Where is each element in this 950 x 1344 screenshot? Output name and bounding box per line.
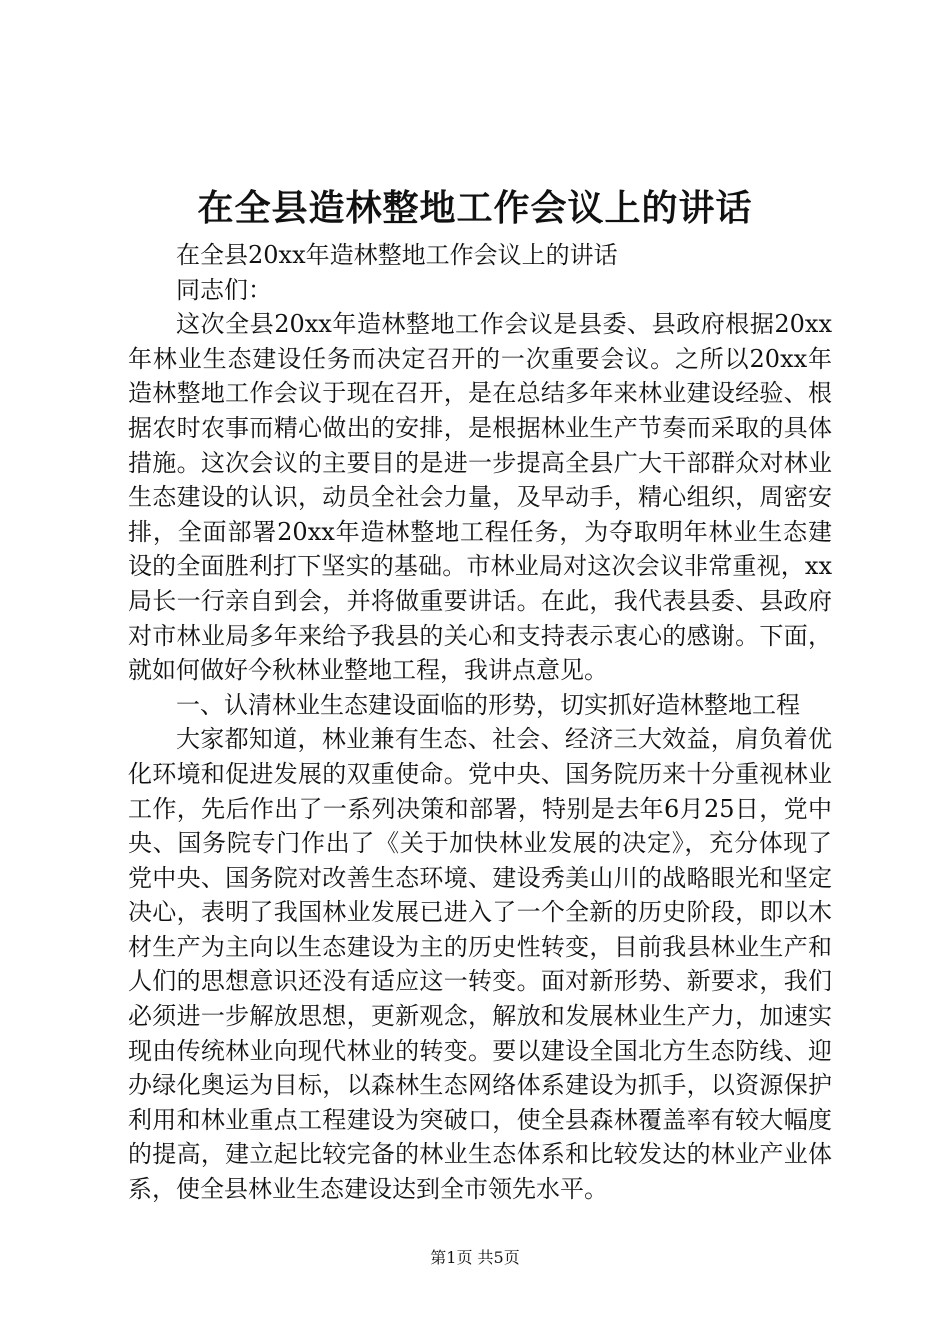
document-subtitle: 在全县20xx年造林整地工作会议上的讲话 [176,241,618,269]
document-body [128,238,832,1207]
body-paragraph-1: 大家都知道，林业兼有生态、社会、经济三大效益，肩负着优化环境和促进发展的双重使命。党中央、国务院历来十分重视林业工作，先后作出了一系列决策和部署，特别是去年6月25日，党中央、国务院专门作出了《关于加快林业发展的决定》，充分体现了党中央、国务院对改善生态环境、建设秀美山川的战略眼光和坚定决心，表明了我国林业发展已进入了一个全新的历史阶段，即以木材生产为主向以生态建设为主的历史性转变，目前我县林业生产和人们的思想意识还没有适应这一转变。面对新形势、新要求，我们必须进一步解放思想，更新观念，解放和发展林业生产力，加速实现由传统林业向现代林业的转变。要以建设全国北方生态防线、迎办绿化奥运为目标，以森林生态网络体系建设为抓手，以资源保护利用和林业重点工程建设为突破口，使全县森林覆盖率有较大幅度的提高，建立起比较完备的林业生态体系和比较发达的林业产业体系，使全县林业生态建设达到全市领先水平。 [128,725,832,1204]
section-heading-1: 一、认清林业生态建设面临的形势，切实抓好造林整地工程 [176,690,800,719]
salutation: 同志们： [176,275,272,304]
document-title: 在全县造林整地工作会议上的讲话 [197,187,753,229]
body-paragraph-intro: 这次全县20xx年造林整地工作会议是县委、县政府根据20xx年林业生态建设任务而决定召开的一次重要会议。之所以20xx年造林整地工作会议于现在召开，是在总结多年来林业建设经验、根据农时农事而精心做出的安排，是根据林业生产节奏而采取的具体措施。这次会议的主要目的是进一步提高全县广大干部群众对林业生态建设的认识，动员全社会力量，及早动手，精心组织，周密安排，全面部署20xx年造林整地工程任务，为夺取明年林业生态建设的全面胜利打下坚实的基础。市林业局对这次会议非常重视，xx局长一行亲自到会，并将做重要讲话。在此，我代表县委、县政府对市林业局多年来给予我县的关心和支持表示衷心的感谢。下面，就如何做好今秋林业整地工程，我讲点意见。 [128,310,832,685]
page-number-footer: 第1页 共5页 [430,1248,520,1267]
